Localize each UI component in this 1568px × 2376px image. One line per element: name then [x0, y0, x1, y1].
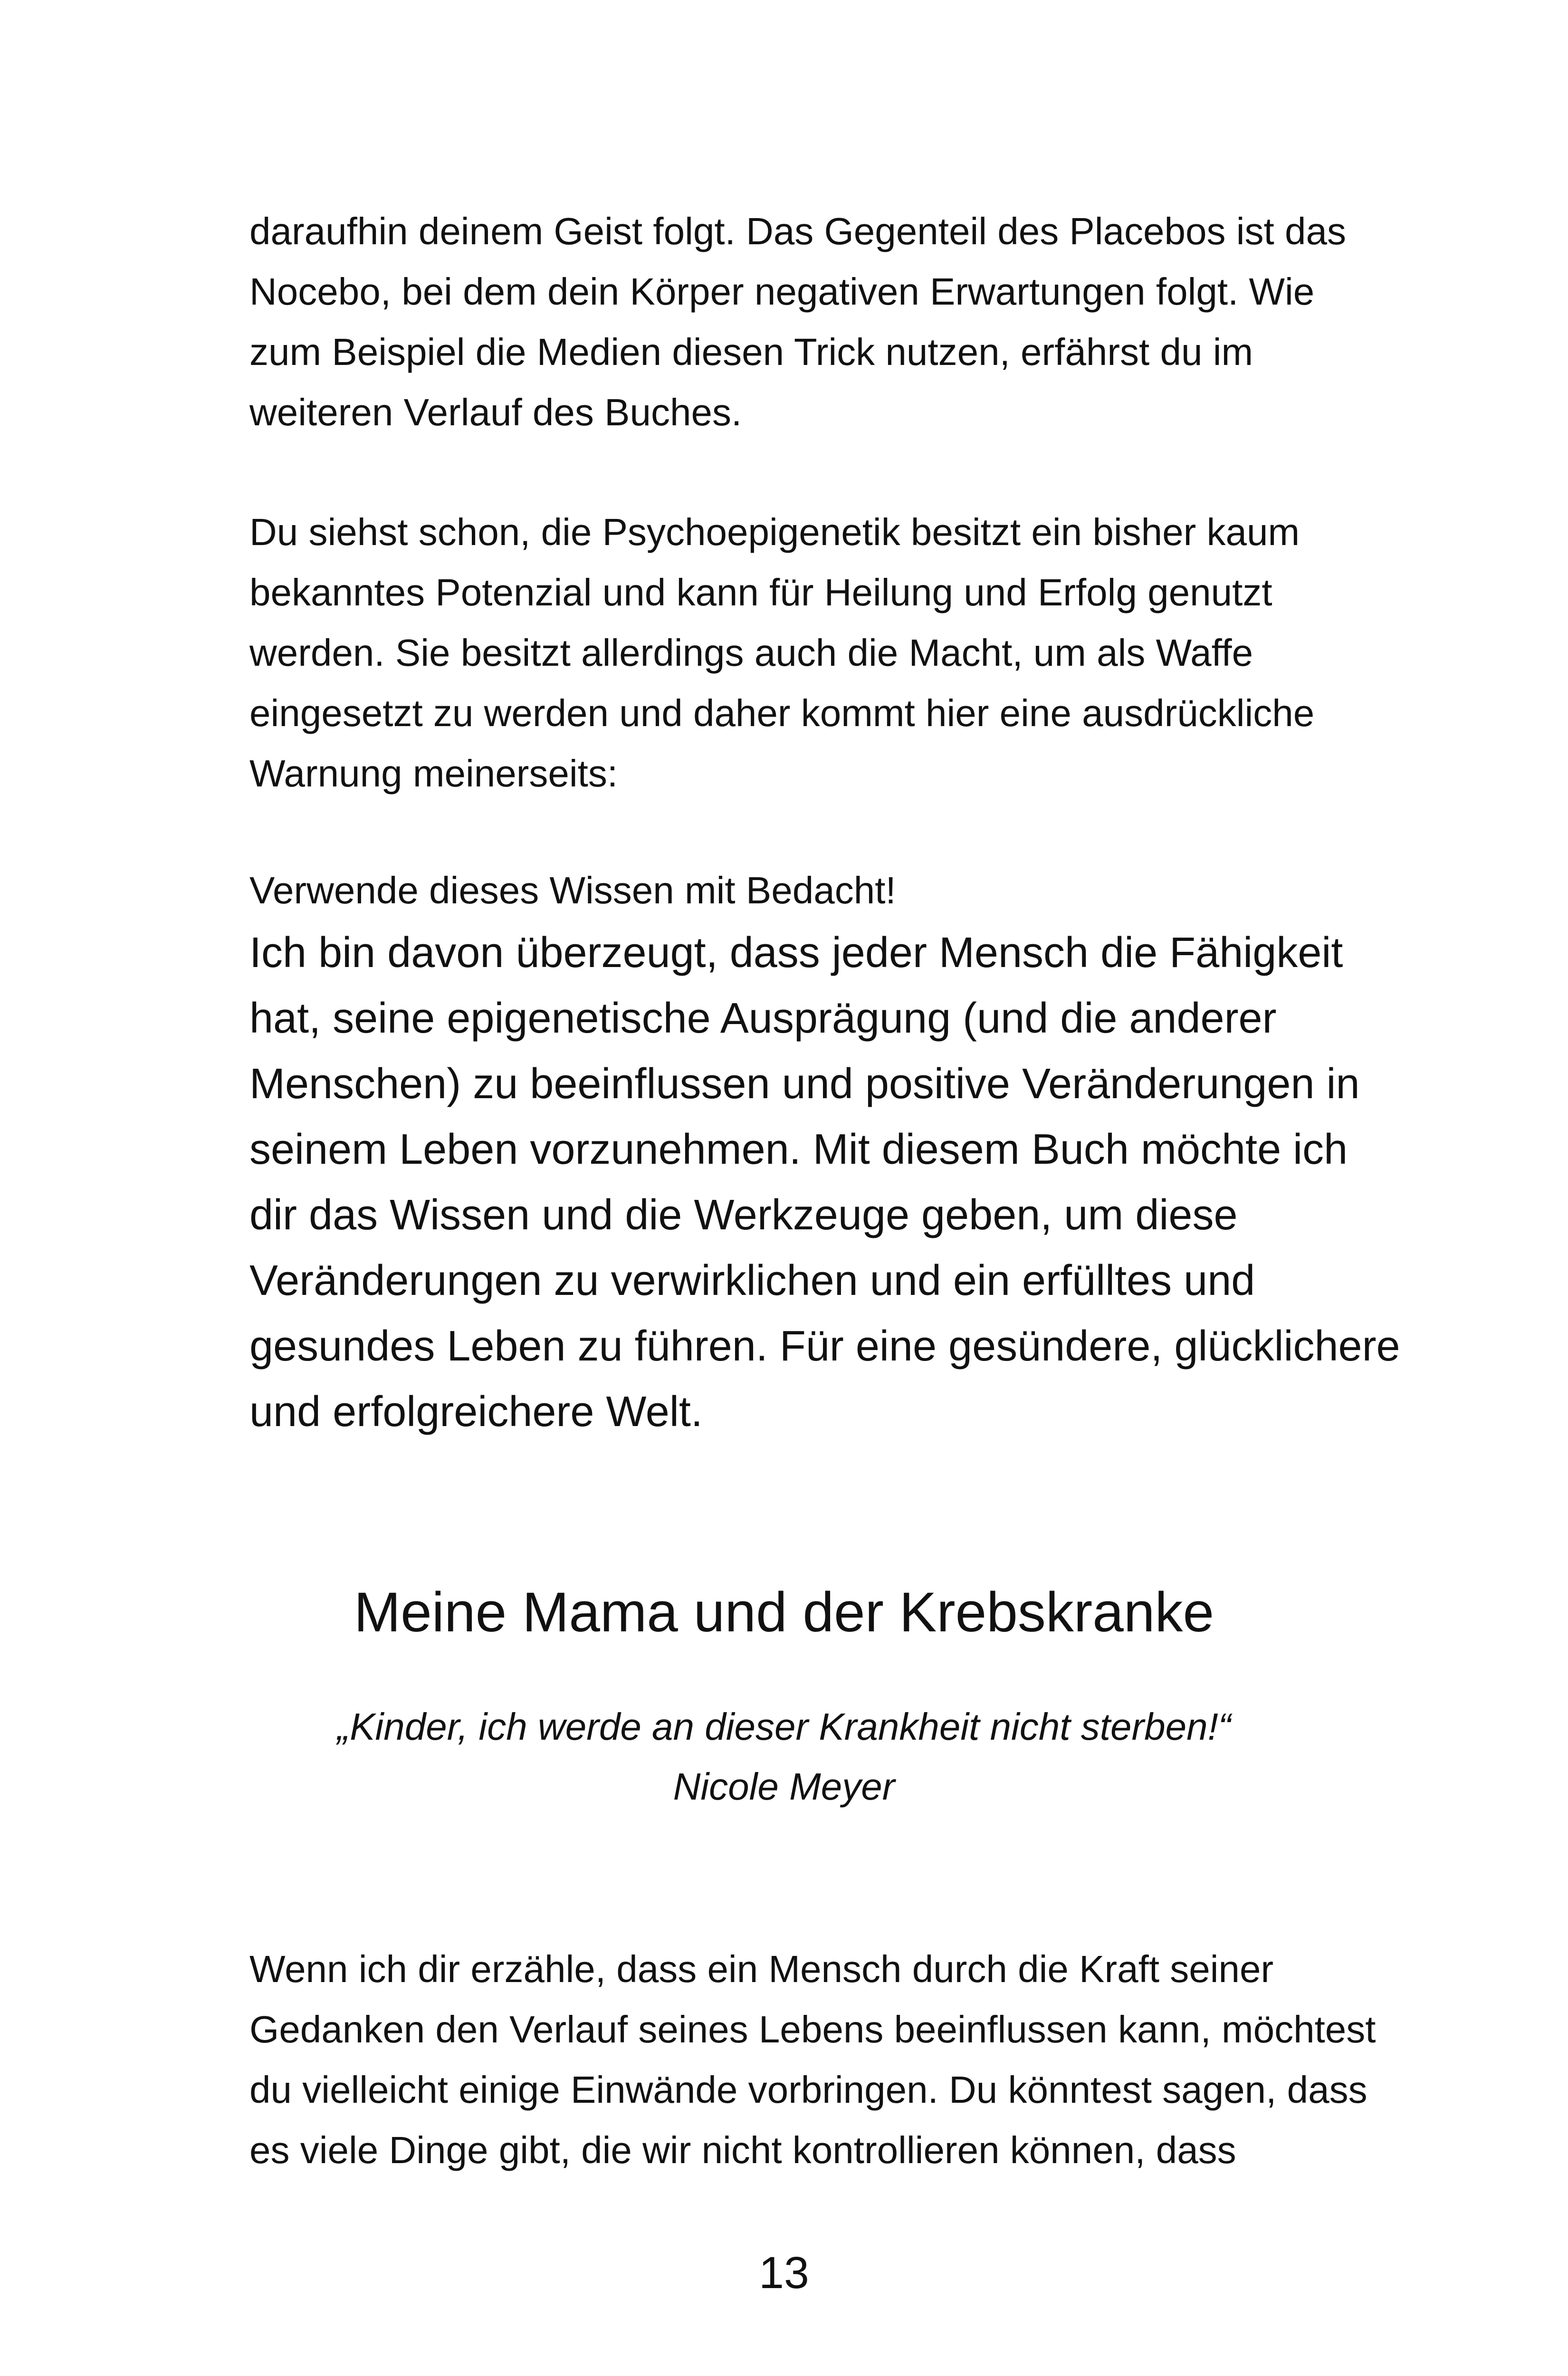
section-heading: Meine Mama und der Krebskranke: [354, 1581, 1214, 1644]
text-line: daraufhin deinem Geist folgt. Das Gegenteil des Placebos ist das: [249, 210, 1346, 252]
page-number: 13: [759, 2248, 809, 2298]
text-line: Nocebo, bei dem dein Körper negativen Erwartungen folgt. Wie: [249, 270, 1315, 313]
text-line: Ich bin davon überzeugt, dass jeder Mensch die Fähigkeit: [249, 929, 1343, 977]
epigraph-author: Nicole Meyer: [673, 1765, 895, 1808]
paragraph-psychoepigenetik: [249, 502, 1428, 804]
text-line: eingesetzt zu werden und daher kommt hier eine ausdrückliche: [249, 692, 1315, 734]
text-line: Veränderungen zu verwirklichen und ein erfülltes und: [249, 1257, 1255, 1304]
text-line: und erfolgreichere Welt.: [249, 1388, 703, 1436]
text-line: Menschen) zu beeinflussen und positive Veränderungen in: [249, 1060, 1360, 1108]
text-line: Du siehst schon, die Psychoepigenetik besitzt ein bisher kaum: [249, 511, 1300, 553]
text-line: dir das Wissen und die Werkzeuge geben, um diese: [249, 1191, 1238, 1239]
text-line: gesundes Leben zu führen. Für eine gesündere, glücklichere: [249, 1322, 1400, 1370]
text-line: Wenn ich dir erzähle, dass ein Mensch durch die Kraft seiner: [249, 1948, 1274, 1990]
epigraph-quote: „Kinder, ich werde an dieser Krankheit nicht sterben!“: [337, 1705, 1231, 1748]
paragraph-conviction: [249, 920, 1428, 1445]
text-line: du vielleicht einige Einwände vorbringen. Du könntest sagen, dass: [249, 2069, 1367, 2111]
text-line: hat, seine epigenetische Ausprägung (und die anderer: [249, 995, 1277, 1042]
text-line: Verwende dieses Wissen mit Bedacht!: [249, 869, 896, 911]
text-line: Warnung meinerseits:: [249, 752, 618, 795]
text-line: zum Beispiel die Medien diesen Trick nutzen, erfährst du im: [249, 331, 1253, 373]
text-line: seinem Leben vorzunehmen. Mit diesem Buch möchte ich: [249, 1126, 1348, 1173]
paragraph-introduction: [249, 1939, 1428, 2180]
text-line: bekanntes Potenzial und kann für Heilung und Erfolg genutzt: [249, 571, 1272, 613]
text-line: weiteren Verlauf des Buches.: [249, 391, 742, 433]
paragraph-warning: [249, 860, 1428, 920]
text-line: es viele Dinge gibt, die wir nicht kontrollieren können, dass: [249, 2129, 1236, 2171]
paragraph-placebo-nocebo: [249, 201, 1428, 442]
text-line: werden. Sie besitzt allerdings auch die Macht, um als Waffe: [249, 632, 1253, 674]
text-line: Gedanken den Verlauf seines Lebens beeinflussen kann, möchtest: [249, 2008, 1376, 2050]
